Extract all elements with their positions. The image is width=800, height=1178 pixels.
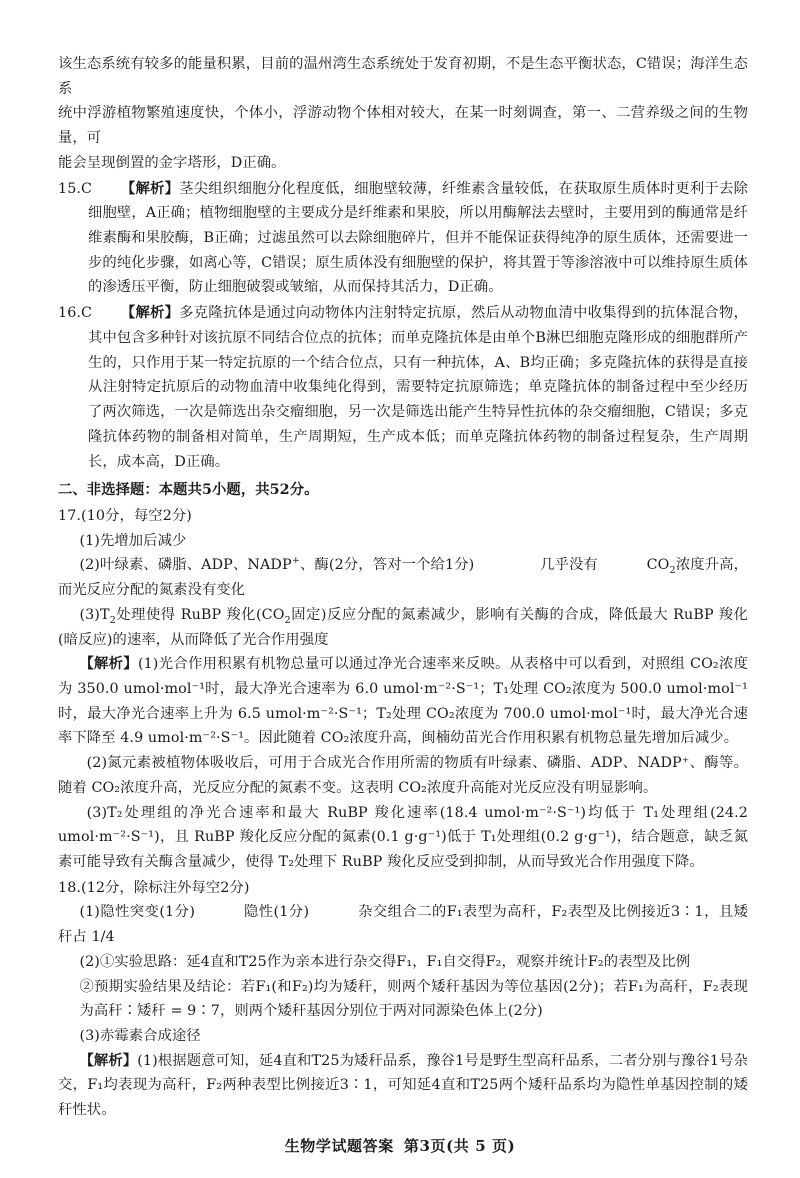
page-content: [58, 52, 748, 1123]
question-17-jiexi-label: 【解析】: [79, 656, 138, 673]
q17-2-text-b: 、酶(2分，答对一个给1分): [299, 557, 475, 574]
question-18-part-2-step2: ②预期实验结果及结论：若F₁(和F₂)均为矮秆，则两个矮秆基因为等位基因(2分)；若F₁为高秆，F₂表现为高秆∶矮秆 = 9∶7，则两个矮秆基因分别位于两对同源染色体上(2分): [79, 978, 748, 1020]
question-18-part-2-step1: (2)①实验思路：延4直和T25作为亲本进行杂交得F₁，F₁自交得F₂，观察并统计F₂的表型及比例: [79, 953, 691, 970]
question-18-jiexi-label: 【解析】: [79, 1052, 138, 1069]
q18-1-a: (1)隐性突变(1分): [79, 904, 196, 921]
q17-3-rest: 处理使得 RuBP 羧化(CO: [115, 606, 285, 623]
question-18-part-3: (3)赤霉素合成途径: [79, 1028, 201, 1045]
question-16-text: 多克隆抗体是通过向动物体内注射特定抗原，然后从动物血清中收集得到的抗体混合物，其中包含多种针对该抗原不同结合位点的抗体；而单克隆抗体是由单个B淋巴细胞克隆形成的细胞群所产生的，只作用于某一特定抗原的一个结合位点，只有一种抗体，A、B均正确；多克隆抗体的获得是直接从注射特定抗原后的动物血清中收集纯化得到，需要特定抗原筛选；单克隆抗体的制备过程中至少经历了两次筛选，一次是筛选出杂交瘤细胞，另一次是筛选出能产生特异性抗体的杂交瘤细胞，C错误；多克隆抗体药物的制备相对简单，生产周期短，生产成本低；而单克隆抗体药物的制备过程复杂，生产周期长，成本高，D正确。: [88, 305, 748, 470]
question-15-label: 15.C: [58, 180, 93, 197]
q17-2-text-e: 浓度升高，而光反应分配的氮素没有变化: [58, 557, 749, 599]
footer-page-number: 第3页(共 5 页): [403, 1137, 516, 1155]
q17-3-pre: (3)T: [79, 606, 110, 623]
q18-1-c: 杂交组合二的F₁表型为高秆，F₂表型及比例接近3∶1，且矮秆占 1/4: [58, 904, 748, 946]
question-15-text: 茎尖组织细胞分化程度低，细胞壁较薄，纤维素含量较低，在获取原生质体时更利于去除细胞壁，A正确；植物细胞壁的主要成分是纤维素和果胶，所以用酶解法去壁时，主要用到的酶通常是纤维素酶和果胶酶，B正确；过滤虽然可以去除细胞碎片，但并不能保证获得纯净的原生质体，还需要进一步的纯化步骤，如离心等，C错误；原生质体没有细胞壁的保护，将其置于等渗溶液中可以维持原生质体的渗透压平衡，防止细胞破裂或皱缩，从而保持其活力，D正确。: [88, 180, 748, 296]
q17-3-sub: 2: [109, 614, 116, 626]
q17-2-text-a: (2)叶绿素、磷脂、ADP、NADP: [79, 557, 292, 574]
question-16-answer: [58, 301, 748, 474]
question-18-jiexi: [58, 1049, 748, 1123]
page-footer: [0, 1135, 800, 1156]
question-17-part-1: (1)先增加后减少: [79, 532, 187, 549]
question-18-part-1: [58, 900, 748, 949]
q17-3-rest2: 固定)反应分配的氮素减少，影响有关酶的合成，降低最大 RuBP 羧化(暗反应)的速率，从而降低了光合作用强度: [58, 606, 748, 648]
section-2-heading-bold: 二、非选择题：: [58, 482, 159, 499]
q17-2-text-d: CO: [646, 557, 670, 574]
question-17-heading: 17.(10分，每空2分): [58, 507, 192, 524]
question-15-jiexi-label: 【解析】: [120, 180, 180, 197]
question-16-label: 16.C: [58, 305, 93, 322]
question-17-part-3: [58, 603, 748, 652]
question-17-jiexi-3: (3)T₂处理组的净光合速率和最大 RuBP 羧化速率(18.4 umol·m⁻²·S⁻¹)均低于 T₁处理组(24.2 umol·m⁻²·S⁻¹)，且 RuBP 羧化反应分配的氮素(0.1 g·g⁻¹)低于 T₁处理组(0.2 g·g⁻¹)，结合题意，缺乏氮素可能导致有关酶含量减少，使得 T₂处理下 RuBP 羧化反应受到抑制，从而导致光合作用强度下降。: [58, 804, 748, 870]
footer-title: 生物学试题答案: [284, 1137, 394, 1155]
q17-2-text-c: 几乎没有: [540, 557, 598, 574]
section-2-heading: [58, 478, 748, 503]
q18-1-b: 隐性(1分): [243, 904, 310, 921]
question-17-jiexi-2: (2)氮元素被植物体吸收后，可用于合成光合作用所需的物质有叶绿素、磷脂、ADP、NADP⁺、酶等。随着 CO₂浓度升高，光反应分配的氮素不变。这表明 CO₂浓度升高能对光反应没有明显影响。: [58, 755, 748, 796]
question-15-answer: [58, 177, 748, 301]
q17-2-sub: 2: [669, 565, 676, 577]
question-18-heading: 18.(12分，除标注外每空2分): [58, 879, 250, 896]
paragraph-top-3: 能会呈现倒置的金字塔形，D正确。: [58, 154, 286, 171]
q17-2-sup: +: [291, 555, 300, 567]
question-17-jiexi-1-text: (1)光合作用积累有机物总量可以通过净光合速率来反映。从表格中可以看到，对照组 CO₂浓度为 350.0 umol·mol⁻¹时，最大净光合速率为 6.0 umol·m⁻²·S⁻¹；T₁处理 CO₂浓度为 500.0 umol·mol⁻¹时，最大净光合速率上升为 6.5 umol·m⁻²·S⁻¹；T₂处理 CO₂浓度为 700.0 umol·mol⁻¹时，最大净光合速率下降至 4.9 umol·m⁻²·S⁻¹。因此随着 CO₂浓度升高，闽楠幼苗光合作用积累有机物总量先增加后减少。: [58, 656, 748, 747]
question-17-jiexi-1: [58, 652, 748, 751]
question-17-part-2: [58, 553, 748, 602]
paragraph-top-1: 该生态系统有较多的能量积累，目前的温州湾生态系统处于发育初期，不是生态平衡状态，C错误；海洋生态系: [58, 56, 748, 97]
q17-3-sub2: 2: [284, 614, 291, 626]
paragraph-top-2: 统中浮游植物繁殖速度快，个体小，浮游动物个体相对较大，在某一时刻调查，第一、二营养级之间的生物量，可: [58, 105, 748, 147]
question-16-jiexi-label: 【解析】: [120, 305, 180, 322]
question-18-jiexi-text: (1)根据题意可知，延4直和T25为矮秆品系，豫谷1号是野生型高秆品系，二者分别与豫谷1号杂交，F₁均表现为高秆，F₂两种表型比例接近3∶1，可知延4直和T25两个矮秆品系均为隐性单基因控制的矮秆性状。: [58, 1052, 748, 1119]
section-2-heading-rest: 本题共5小题，共52分。: [158, 482, 319, 499]
